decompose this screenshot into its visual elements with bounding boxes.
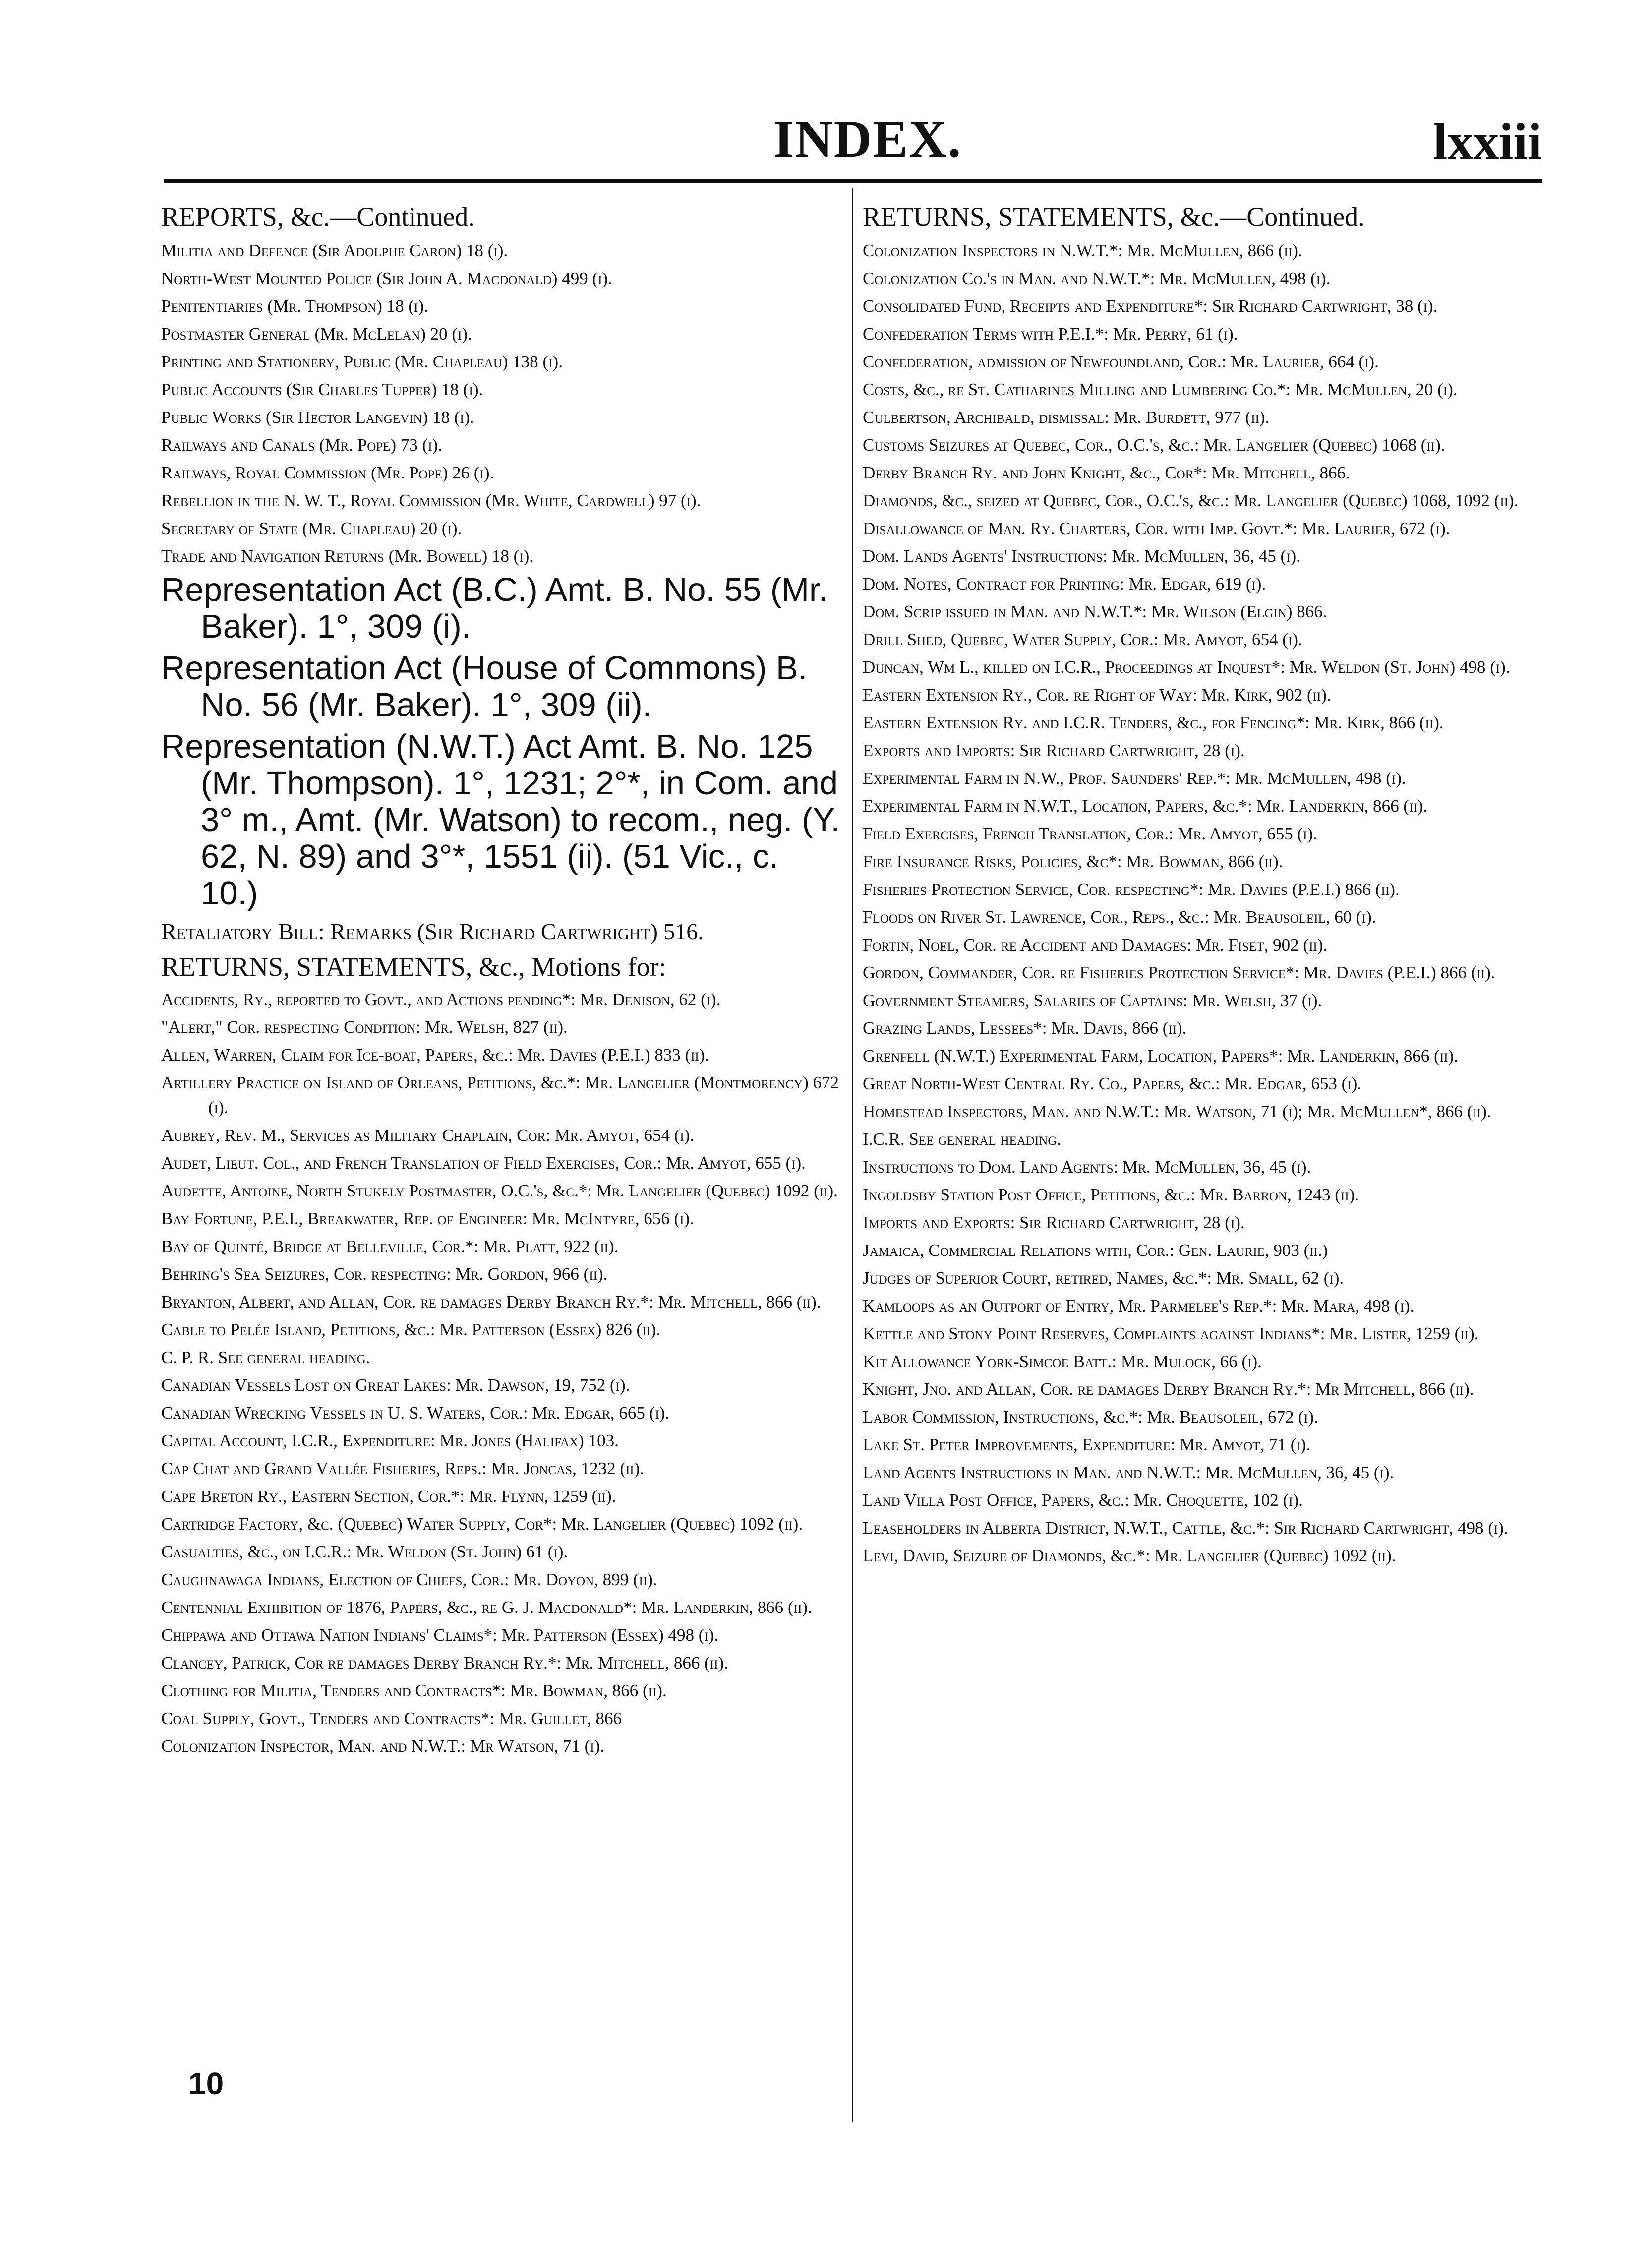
representation-entry: Representation Act (House of Commons) B. No. 56 (Mr. Baker). 1°, 309 (ii).: [161, 650, 808, 723]
index-entry: Drill Shed, Quebec, Water Supply, Cor.: Mr. Amyot, 654 (i).: [863, 630, 1302, 649]
index-entry: Kettle and Stony Point Reserves, Complaints against Indians*: Mr. Lister, 1259 (ii).: [863, 1324, 1479, 1343]
index-entry: Cartridge Factory, &c. (Quebec) Water Supply, Cor*: Mr. Langelier (Quebec) 1092 (ii).: [161, 1514, 803, 1534]
index-entry: Homestead Inspectors, Man. and N.W.T.: Mr. Watson, 71 (i); Mr. McMullen*, 866 (ii).: [863, 1102, 1491, 1121]
right-column-heading: RETURNS, STATEMENTS, &c.—Continued.: [863, 202, 1365, 232]
index-entry: Floods on River St. Lawrence, Cor., Reps., &c.: Mr. Beausoleil, 60 (i).: [863, 907, 1376, 927]
index-entry: Penitentiaries (Mr. Thompson) 18 (i).: [161, 297, 428, 316]
index-entry: Bay Fortune, P.E.I., Breakwater, Rep. of Engineer: Mr. McIntyre, 656 (i).: [161, 1209, 694, 1228]
index-entry: Government Steamers, Salaries of Captains: Mr. Welsh, 37 (i).: [863, 991, 1322, 1010]
index-entry: Coal Supply, Govt., Tenders and Contracts*: Mr. Guillet, 866: [161, 1709, 622, 1728]
index-entry: Imports and Exports: Sir Richard Cartwright, 28 (i).: [863, 1213, 1245, 1232]
index-entry: Caughnawaga Indians, Election of Chiefs, Cor.: Mr. Doyon, 899 (ii).: [161, 1570, 657, 1589]
representation-entry: Representation (N.W.T.) Act Amt. B. No. 125 (Mr. Thompson). 1°, 1231; 2°*, in Com. and 3° m., Amt. (Mr. Watson) to recom., neg. (Y. 62, N. 89) and 3°*, 1551 (ii). (51 Vic., c. 10.): [161, 728, 840, 912]
index-entry: I.C.R. See general heading.: [863, 1130, 1062, 1149]
index-entry: Dom. Lands Agents' Instructions: Mr. McMullen, 36, 45 (i).: [863, 546, 1300, 566]
index-entry: Gordon, Commander, Cor. re Fisheries Protection Service*: Mr. Davies (P.E.I.) 866 (ii).: [863, 963, 1495, 982]
retaliatory-entry: Retaliatory Bill: Remarks (Sir Richard Cartwright) 516.: [161, 919, 704, 944]
index-entry: Cap Chat and Grand Vallée Fisheries, Reps.: Mr. Joncas, 1232 (ii).: [161, 1459, 645, 1478]
index-entry: Colonization Co.'s in Man. and N.W.T.*: Mr. McMullen, 498 (i).: [863, 269, 1331, 288]
index-entry: Trade and Navigation Returns (Mr. Bowell) 18 (i).: [161, 546, 533, 566]
index-entry: Instructions to Dom. Land Agents: Mr. McMullen, 36, 45 (i).: [863, 1157, 1311, 1177]
index-entry: Secretary of State (Mr. Chapleau) 20 (i).: [161, 519, 462, 538]
index-entry: Leaseholders in Alberta District, N.W.T., Cattle, &c.*: Sir Richard Cartwright, 498 (i).: [863, 1518, 1508, 1538]
index-entry: Behring's Sea Seizures, Cor. respecting: Mr. Gordon, 966 (ii).: [161, 1264, 608, 1284]
index-entry: Duncan, Wm L., killed on I.C.R., Proceedings at Inquest*: Mr. Weldon (St. John) 498 (i).: [863, 657, 1510, 677]
index-entry: Diamonds, &c., seized at Quebec, Cor., O.C.'s, &c.: Mr. Langelier (Quebec) 1068, 1092 (ii).: [863, 491, 1519, 510]
index-entry: C. P. R. See general heading.: [161, 1348, 370, 1367]
right-entries: [863, 239, 1542, 1568]
index-entry: Grazing Lands, Lessees*: Mr. Davis, 866 (ii).: [863, 1018, 1187, 1038]
index-entry: Cable to Pelée Island, Petitions, &c.: Mr. Patterson (Essex) 826 (ii).: [161, 1320, 661, 1339]
index-entry: Militia and Defence (Sir Adolphe Caron) 18 (i).: [161, 241, 508, 260]
index-entry: Dom. Scrip issued in Man. and N.W.T.*: Mr. Wilson (Elgin) 866.: [863, 602, 1327, 621]
index-entry: Audet, Lieut. Col., and French Translation of Field Exercises, Cor.: Mr. Amyot, 655 (i).: [161, 1153, 806, 1173]
page-number: lxxiii: [1433, 113, 1542, 170]
index-entry: Public Works (Sir Hector Langevin) 18 (i).: [161, 408, 474, 427]
index-entry: Railways and Canals (Mr. Pope) 73 (i).: [161, 435, 442, 455]
footer-page-number: 10: [188, 2066, 224, 2101]
index-entry: Aubrey, Rev. M., Services as Military Chaplain, Cor: Mr. Amyot, 654 (i).: [161, 1126, 695, 1145]
index-entry: Consolidated Fund, Receipts and Expenditure*: Sir Richard Cartwright, 38 (i).: [863, 297, 1438, 316]
column-divider: [852, 188, 853, 2122]
index-entry: Costs, &c., re St. Catharines Milling and Lumbering Co.*: Mr. McMullen, 20 (i).: [863, 380, 1458, 399]
returns-heading: RETURNS, STATEMENTS, &c., Motions for:: [161, 952, 666, 982]
index-entry: Bryanton, Albert, and Allan, Cor. re damages Derby Branch Ry.*: Mr. Mitchell, 866 (ii).: [161, 1292, 821, 1312]
index-entry: Levi, David, Seizure of Diamonds, &c.*: Mr. Langelier (Quebec) 1092 (ii).: [863, 1546, 1396, 1565]
index-entry: Audette, Antoine, North Stukely Postmaster, O.C.'s, &c.*: Mr. Langelier (Quebec) 1092 (ii).: [161, 1181, 838, 1200]
index-entry: Customs Seizures at Quebec, Cor., O.C.'s, &c.: Mr. Langelier (Quebec) 1068 (ii).: [863, 435, 1445, 455]
index-entry: Culbertson, Archibald, dismissal: Mr. Burdett, 977 (ii).: [863, 408, 1270, 427]
index-entry: Lake St. Peter Improvements, Expenditure: Mr. Amyot, 71 (i).: [863, 1435, 1311, 1454]
representation-entries: [161, 572, 840, 912]
index-entry: Dom. Notes, Contract for Printing: Mr. Edgar, 619 (i).: [863, 574, 1266, 594]
index-entry: Cape Breton Ry., Eastern Section, Cor.*: Mr. Flynn, 1259 (ii).: [161, 1487, 616, 1506]
index-entry: Judges of Superior Court, retired, Names, &c.*: Mr. Small, 62 (i).: [863, 1268, 1344, 1288]
index-entry: "Alert," Cor. respecting Condition: Mr. Welsh, 827 (ii).: [161, 1017, 568, 1037]
index-entry: Rebellion in the N. W. T., Royal Commission (Mr. White, Cardwell) 97 (i).: [161, 491, 701, 510]
index-entry: Fire Insurance Risks, Policies, &c*: Mr. Bowman, 866 (ii).: [863, 852, 1283, 871]
index-entry: Centennial Exhibition of 1876, Papers, &c., re G. J. Macdonald*: Mr. Landerkin, 866 (ii).: [161, 1598, 812, 1617]
left-column: [161, 201, 840, 1762]
index-entry: Canadian Vessels Lost on Great Lakes: Mr. Dawson, 19, 752 (i).: [161, 1375, 630, 1395]
index-entry: Bay of Quinté, Bridge at Belleville, Cor.*: Mr. Platt, 922 (ii).: [161, 1237, 619, 1256]
index-entry: Ingoldsby Station Post Office, Petitions, &c.: Mr. Barron, 1243 (ii).: [863, 1185, 1359, 1204]
index-entry: Kamloops as an Outport of Entry, Mr. Parmelee's Rep.*: Mr. Mara, 498 (i).: [863, 1296, 1415, 1315]
index-entry: Exports and Imports: Sir Richard Cartwright, 28 (i).: [863, 741, 1245, 760]
index-entry: Railways, Royal Commission (Mr. Pope) 26 (i).: [161, 463, 494, 482]
page-title: INDEX.: [773, 110, 962, 168]
left-column-heading: REPORTS, &c.—Continued.: [161, 202, 475, 232]
page-header: [164, 109, 1542, 169]
index-entry: Derby Branch Ry. and John Knight, &c., Cor*: Mr. Mitchell, 866.: [863, 463, 1350, 482]
index-entry: Public Accounts (Sir Charles Tupper) 18 (i).: [161, 380, 483, 399]
left-entries-a: [161, 239, 840, 569]
index-entry: Casualties, &c., on I.C.R.: Mr. Weldon (St. John) 61 (i).: [161, 1542, 568, 1561]
index-entry: Confederation Terms with P.E.I.*: Mr. Perry, 61 (i).: [863, 324, 1238, 344]
index-entry: Accidents, Ry., reported to Govt., and Actions pending*: Mr. Denison, 62 (i).: [161, 990, 721, 1009]
index-entry: Kit Allowance York-Simcoe Batt.: Mr. Mulock, 66 (i).: [863, 1352, 1262, 1371]
index-entry: Fisheries Protection Service, Cor. respecting*: Mr. Davies (P.E.I.) 866 (ii).: [863, 880, 1400, 899]
index-entry: Artillery Practice on Island of Orleans, Petitions, &c.*: Mr. Langelier (Montmorency) 672 (i).: [161, 1073, 839, 1117]
index-entry: Colonization Inspectors in N.W.T.*: Mr. McMullen, 866 (ii).: [863, 241, 1302, 260]
index-entry: Land Agents Instructions in Man. and N.W.T.: Mr. McMullen, 36, 45 (i).: [863, 1463, 1394, 1482]
representation-entry: Representation Act (B.C.) Amt. B. No. 55 (Mr. Baker). 1°, 309 (i).: [161, 571, 828, 645]
index-entry: Capital Account, I.C.R., Expenditure: Mr. Jones (Halifax) 103.: [161, 1431, 619, 1450]
index-entry: Clancey, Patrick, Cor re damages Derby Branch Ry.*: Mr. Mitchell, 866 (ii).: [161, 1653, 728, 1672]
index-entry: Allen, Warren, Claim for Ice-boat, Papers, &c.: Mr. Davies (P.E.I.) 833 (ii).: [161, 1045, 709, 1065]
index-entry: Grenfell (N.W.T.) Experimental Farm, Location, Papers*: Mr. Landerkin, 866 (ii).: [863, 1046, 1458, 1066]
index-entry: Disallowance of Man. Ry. Charters, Cor. with Imp. Govt.*: Mr. Laurier, 672 (i).: [863, 519, 1450, 538]
right-column: [863, 201, 1542, 1571]
index-entry: Eastern Extension Ry. and I.C.R. Tenders, &c., for Fencing*: Mr. Kirk, 866 (ii).: [863, 713, 1444, 732]
index-entry: Labor Commission, Instructions, &c.*: Mr. Beausoleil, 672 (i).: [863, 1407, 1318, 1427]
index-entry: Knight, Jno. and Allan, Cor. re damages Derby Branch Ry.*: Mr Mitchell, 866 (ii).: [863, 1379, 1474, 1399]
index-entry: Colonization Inspector, Man. and N.W.T.: Mr Watson, 71 (i).: [161, 1736, 605, 1756]
index-entry: Eastern Extension Ry., Cor. re Right of Way: Mr. Kirk, 902 (ii).: [863, 685, 1331, 705]
index-entry: Great North-West Central Ry. Co., Papers, &c.: Mr. Edgar, 653 (i).: [863, 1074, 1362, 1093]
index-entry: Land Villa Post Office, Papers, &c.: Mr. Choquette, 102 (i).: [863, 1491, 1303, 1510]
index-entry: Field Exercises, French Translation, Cor.: Mr. Amyot, 655 (i).: [863, 824, 1317, 843]
index-entry: Fortin, Noel, Cor. re Accident and Damages: Mr. Fiset, 902 (ii).: [863, 935, 1328, 954]
index-entry: Chippawa and Ottawa Nation Indians' Claims*: Mr. Patterson (Essex) 498 (i).: [161, 1625, 719, 1645]
index-entry: Experimental Farm in N.W.T., Location, Papers, &c.*: Mr. Landerkin, 866 (ii).: [863, 796, 1428, 816]
index-entry: Postmaster General (Mr. McLelan) 20 (i).: [161, 324, 472, 344]
index-entry: Experimental Farm in N.W., Prof. Saunders' Rep.*: Mr. McMullen, 498 (i).: [863, 769, 1406, 788]
index-entry: Canadian Wrecking Vessels in U. S. Waters, Cor.: Mr. Edgar, 665 (i).: [161, 1403, 670, 1423]
index-entry: Clothing for Militia, Tenders and Contracts*: Mr. Bowman, 866 (ii).: [161, 1681, 667, 1700]
index-entry: Printing and Stationery, Public (Mr. Chapleau) 138 (i).: [161, 352, 563, 371]
index-entry: Jamaica, Commercial Relations with, Cor.: Gen. Laurie, 903 (ii.): [863, 1241, 1328, 1260]
header-rule: [164, 179, 1542, 183]
index-entry: North-West Mounted Police (Sir John A. Macdonald) 499 (i).: [161, 269, 612, 288]
left-entries-b: [161, 987, 840, 1759]
index-entry: Confederation, admission of Newfoundland, Cor.: Mr. Laurier, 664 (i).: [863, 352, 1379, 371]
